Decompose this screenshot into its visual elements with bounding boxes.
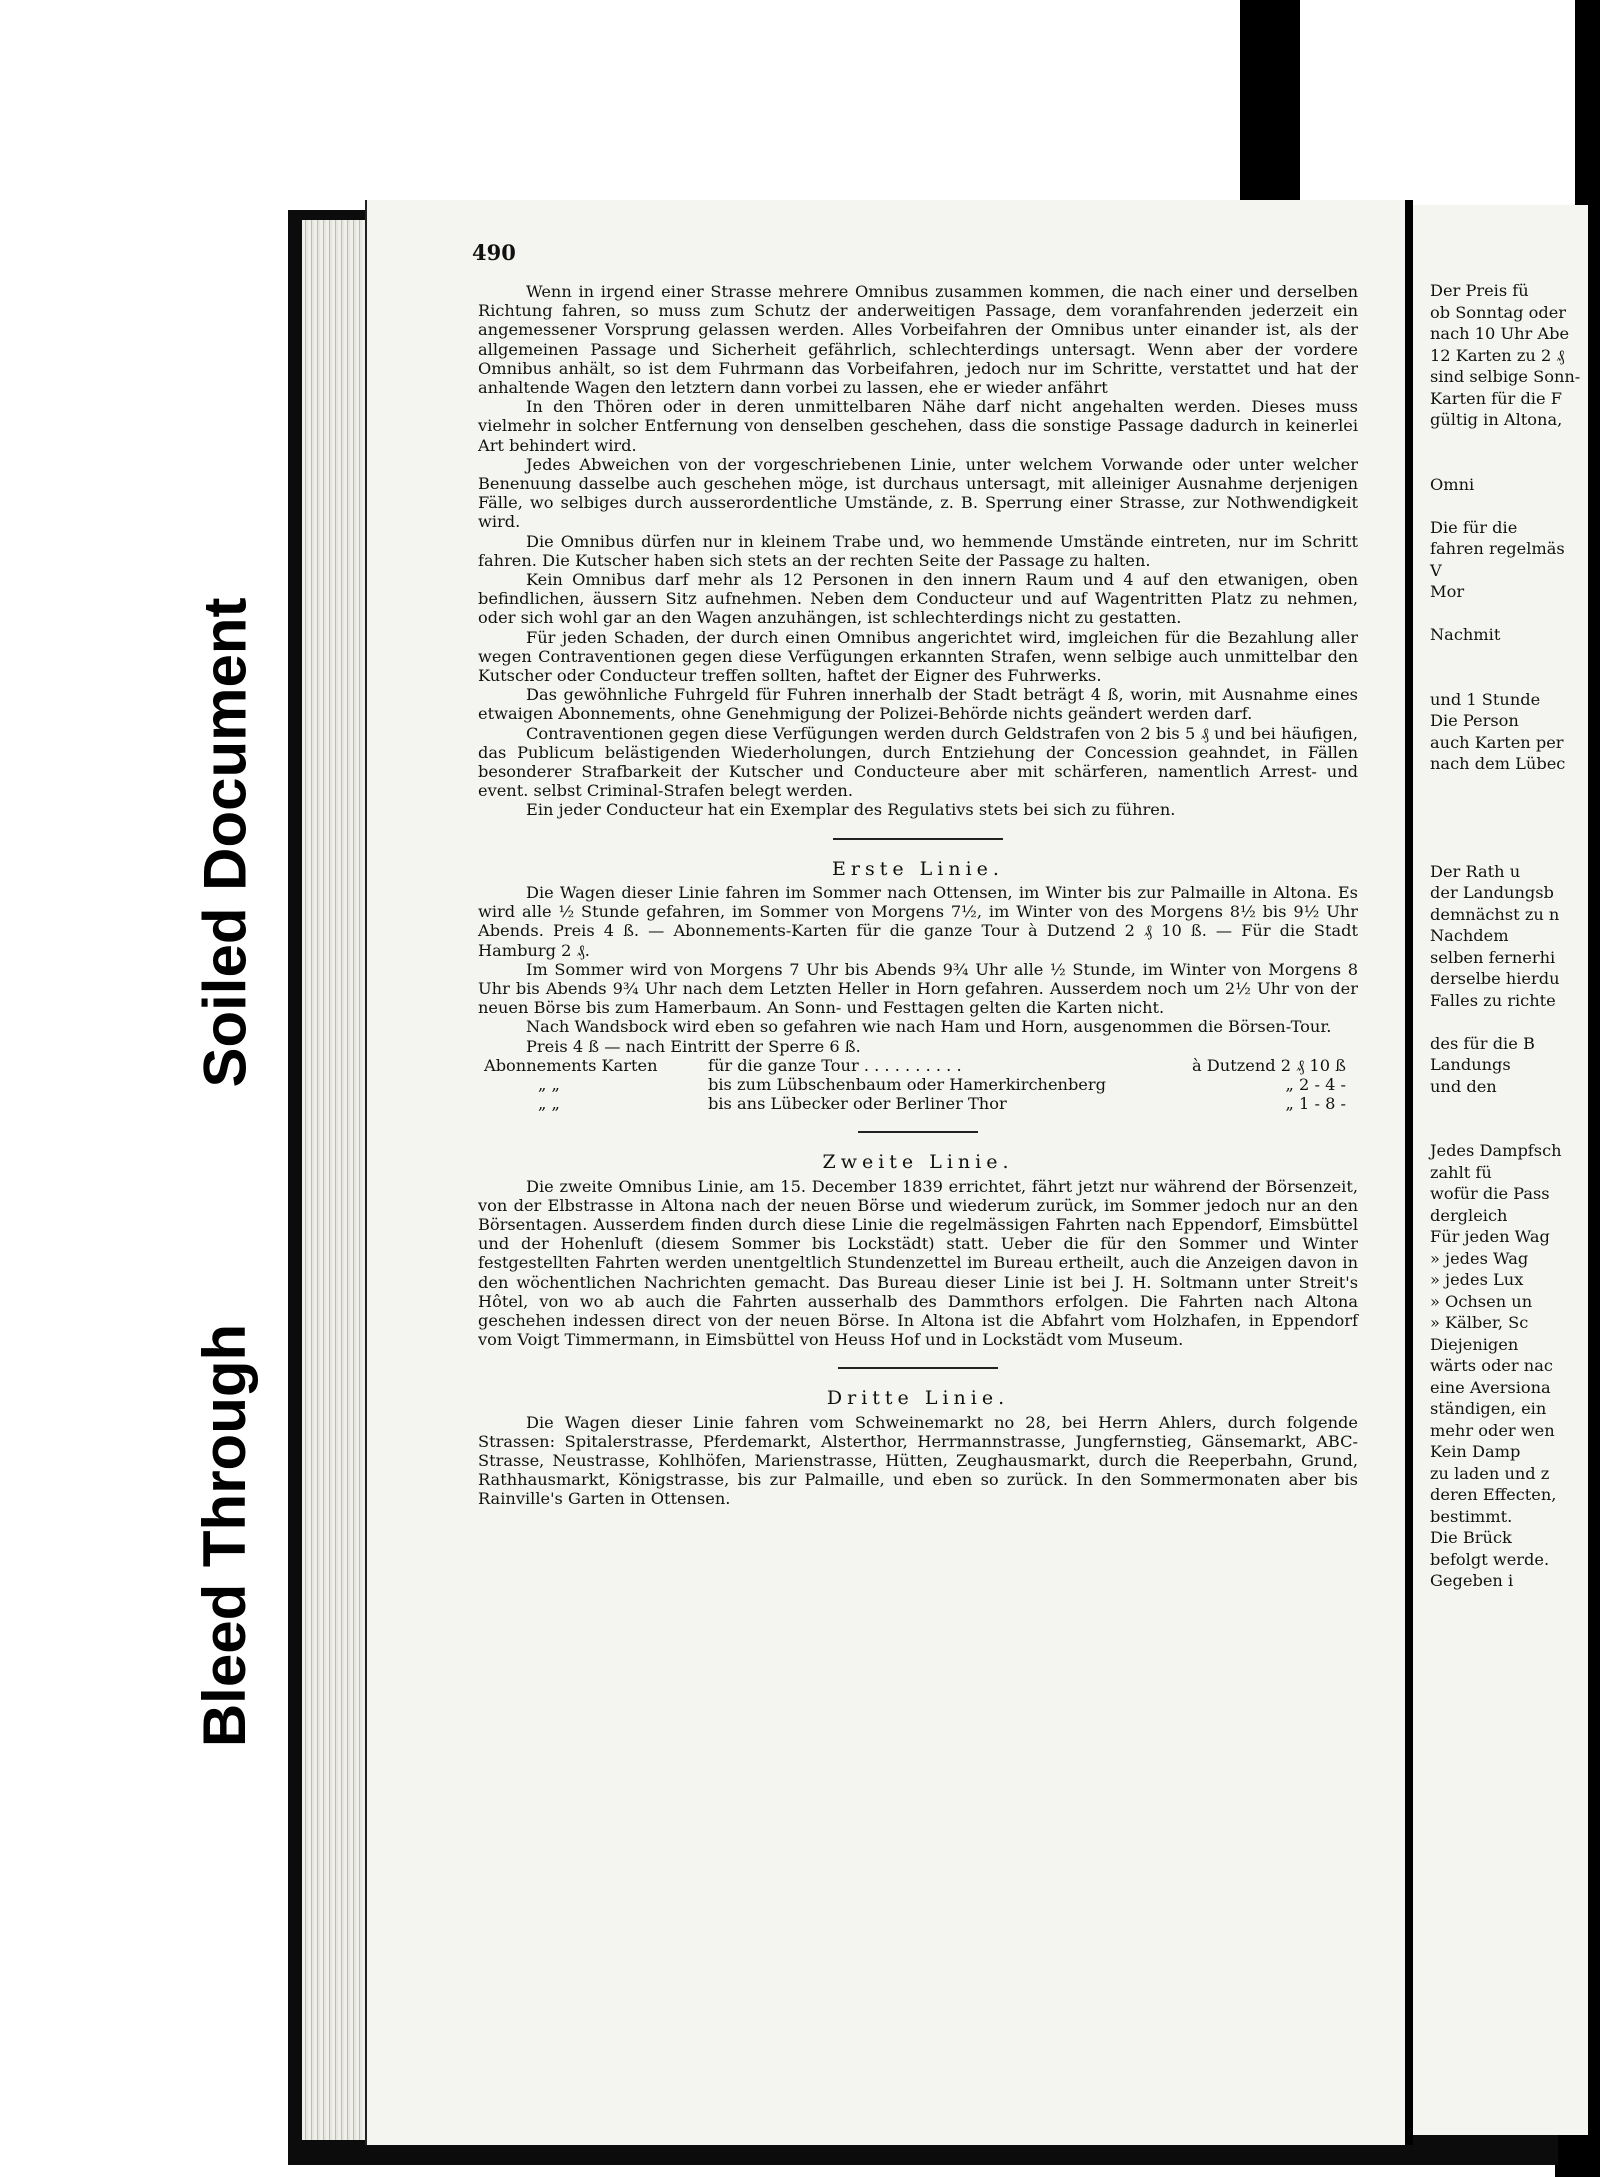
right-page-line: Die für die [1430,517,1518,537]
right-page-line: Der Rath u [1430,861,1521,881]
paragraph: Kein Omnibus darf mehr als 12 Personen in den innern Raum und 4 auf den etwanigen, oben befindlichen, äussern Sitz aufnehmen. Neben dem Conducteur und auf Wagentritten Platz zu nehmen, oder sich wohl gar an den Wagen anzuhängen, ist schlechterdings nicht zu gestatten. [478,570,1358,628]
paragraph: Wenn in irgend einer Strasse mehrere Omnibus zusammen kommen, die nach einer und derselben Richtung fahren, so muss zum Schutz der anderweitigen Passage, dem voranfahrenden jederzeit ein angemessener Vorsprung gelassen werden. Alles Vorbeifahren der Omnibus unter einander ist, als der allgemeinen Passage und Sicherheit gefährlich, schlechterdings untersagt. Wenn aber der vordere Omnibus anhält, so ist dem Fuhrmann das Vorbeifahren, jedoch nur im Schritte, verstattet und hat der anhaltende Wagen den letztern dann vorbei zu lassen, ehe er wieder anfährt [478,282,1358,398]
paragraph: Die Wagen dieser Linie fahren im Sommer nach Ottensen, im Winter bis zur Palmaille in Altona. Es wird alle ½ Stunde gefahren, im Sommer von Morgens 7½, im Winter von des Morgens 8½ bis 9½ Uhr Abends. Preis 4 ß. — Abonnements-Karten für die ganze Tour à Dutzend 2 ₰ 10 ß. — Für die Stadt Hamburg 2 ₰. [478,882,1358,960]
tariff-table [478,1056,1358,1114]
right-page-line: dergleich [1430,1205,1508,1225]
right-page-line: » Kälber, Sc [1430,1313,1529,1332]
right-page-line: deren Effecten, [1430,1485,1557,1504]
right-page-line: Kein Damp [1430,1442,1521,1461]
right-page-line: derselbe hierdu [1430,969,1560,988]
right-page-line [1430,1119,1600,1141]
right-page-line: sind selbige Sonn- [1430,367,1581,386]
paragraph: Im Sommer wird von Morgens 7 Uhr bis Abends 9¾ Uhr alle ½ Stunde, im Winter von Morgens 8 Uhr bis Abends 9¾ Uhr nach dem Letzten Heller in Horn gefahren. Ausserdem noch um 2½ Uhr von der neuen Börse bis zum Hamerbaum. An Sonn- und Festtagen gelten die Karten nicht. [478,959,1358,1018]
tariff-cell: à Dutzend 2 ₰ 10 ß [1192,1055,1346,1075]
right-page-line [1430,646,1600,668]
book-gutter [1405,200,1413,2145]
right-page-line [1430,667,1600,689]
page-edges [302,220,365,2140]
right-page-line: befolgt werde. [1430,1549,1550,1569]
right-page-line [1430,775,1600,797]
right-page-line: 12 Karten zu 2 ₰ [1430,345,1565,365]
tariff-cell: „ 1 - 8 - [1285,1094,1346,1114]
right-page-line [1430,796,1600,818]
right-page-line: » Ochsen un [1430,1291,1533,1311]
paragraph: Die Omnibus dürfen nur in kleinem Trabe und, wo hemmende Umstände eintreten, nur im Schritt fahren. Die Kutscher haben sich stets an der rechten Seite der Passage zu halten. [478,531,1358,570]
right-page-line [1430,1097,1600,1119]
right-page-line [1430,818,1600,840]
right-page-line: nach 10 Uhr Abe [1430,324,1570,343]
section-heading-erste: Erste Linie. [832,857,1004,880]
right-page-line: Nachmit [1430,625,1501,644]
right-page-line [1430,1011,1600,1033]
tariff-cell: „ „ [538,1094,560,1114]
paragraph: Die Wagen dieser Linie fahren vom Schweinemarkt no 28, bei Herrn Ahlers, durch folgende Strassen: Spitalerstrasse, Pferdemarkt, Alsterthor, Herrmannstrasse, Jungfernstieg, Gänsemarkt, ABC-Strasse, Neustrasse, Kohlhöfen, Marienstrasse, Hütten, Zeughausmarkt, durch die Reeperbahn, Grund, Rathhausmarkt, Königstrasse, bis zur Palmaille, und eben so zurück. In den Sommermonaten aber bis Rainville's Garten in Ottensen. [478,1412,1358,1509]
right-page-line: Nachdem [1430,926,1509,945]
right-page-line: Karten für die F [1430,388,1562,408]
right-page-line: Mor [1430,582,1465,601]
paragraph: Contraventionen gegen diese Verfügungen werden durch Geldstrafen von 2 bis 5 ₰ und bei häufigen, das Publicum belästigenden Wiederholungen, durch Entziehung der Concession geahndet, in Fällen besonderer Strafbarkeit der Kutscher und Conducteure aber mit schärferen, namentlich Arrest- und event. selbst Criminal-Strafen belegt werden. [478,723,1358,801]
paragraph: Preis 4 ß — nach Eintritt der Sperre 6 ß. [526,1036,861,1056]
right-page-line: Falles zu richte [1430,990,1556,1010]
left-page-text [478,282,1358,1509]
right-page-line: zahlt fü [1430,1162,1492,1182]
section-divider [833,838,1003,840]
right-page-line: Omni [1430,474,1475,494]
right-page-line: mehr oder wen [1430,1420,1555,1440]
tariff-cell: „ „ [538,1074,560,1094]
right-page-line: zu laden und z [1430,1463,1550,1483]
right-page-line: und 1 Stunde [1430,689,1541,709]
right-page-line: der Landungsb [1430,883,1554,902]
right-page-line: V [1430,560,1442,580]
bleed-through-label [165,1235,285,1835]
tariff-cell: bis ans Lübecker oder Berliner Thor [708,1094,1007,1114]
paragraph: Jedes Abweichen von der vorgeschriebenen Linie, unter welchem Vorwande oder unter welcher Benenuung dasselbe auch geschehen möge, ist durchaus untersagt, mit alleiniger Ausnahme derjenigen Fälle, wo selbiges durch ausserordentliche Umstände, z. B. Sperrung einer Strasse, zur Nothwendigkeit wird. [478,454,1358,532]
section-divider [838,1367,998,1369]
right-page-line [1430,495,1600,517]
right-page-line: Gegeben i [1430,1571,1514,1590]
right-page-line: Diejenigen [1430,1334,1519,1354]
right-page-line: wärts oder nac [1430,1356,1553,1375]
label-text: Soiled Document [191,597,259,1088]
right-page-line: des für die B [1430,1033,1535,1053]
right-page-line: fahren regelmäs [1430,539,1565,558]
paragraph: Das gewöhnliche Fuhrgeld für Fuhren innerhalb der Stadt beträgt 4 ß, worin, mit Ausnahme eines etwaigen Abonnements, ohne Genehmigung der Polizei-Behörde nichts geändert werden darf. [478,685,1358,724]
label-text: Bleed Through [191,1323,259,1747]
right-page-line [1430,603,1600,625]
section-heading-zweite: Zweite Linie. [822,1151,1014,1174]
right-page-line: » jedes Wag [1430,1248,1529,1268]
tariff-cell: bis zum Lübschenbaum oder Hamerkirchenberg [708,1074,1106,1094]
right-page-line: Für jeden Wag [1430,1227,1550,1246]
right-page-line: selben fernerhi [1430,947,1556,967]
right-page-line: eine Aversiona [1430,1377,1551,1397]
paragraph: In den Thören oder in deren unmittelbaren Nähe darf nicht angehalten werden. Dieses muss vielmehr in solcher Entfernung von denselben geschehen, dass die sonstige Passage dadurch in keinerlei Art behindert wird. [478,397,1358,455]
right-page-text [1430,280,1600,1592]
paragraph: Ein jeder Conducteur hat ein Exemplar des Regulativs stets bei sich zu führen. [526,800,1176,820]
paragraph: Für jeden Schaden, der durch einen Omnibus angerichtet wird, imgleichen für die Bezahlung aller wegen Contraventionen gegen diese Verfügungen erkannten Strafen, wenn selbige auch unmittelbar den Kutscher oder Conducteur treffen sollten, haftet der Eigner des Fuhrwerks. [478,627,1358,686]
right-page-line [1430,431,1600,453]
right-page-line: nach dem Lübec [1430,754,1566,773]
paragraph: Nach Wandsbock wird eben so gefahren wie nach Ham und Horn, ausgenommen die Börsen-Tour. [526,1017,1332,1037]
right-page-line: ob Sonntag oder [1430,302,1567,322]
right-page-line: auch Karten per [1430,732,1564,752]
scan-border-top [1240,0,1300,200]
tariff-cell: „ 2 - 4 - [1285,1074,1346,1094]
section-divider [858,1131,978,1133]
right-page-line: Jedes Dampfsch [1430,1141,1562,1160]
right-page-line: ständigen, ein [1430,1399,1547,1418]
section-heading-dritte: Dritte Linie. [826,1387,1010,1410]
tariff-cell: für die ganze Tour . . . . . . . . . . [708,1055,962,1075]
right-page-line: Die Person [1430,711,1519,730]
right-page-line: wofür die Pass [1430,1184,1550,1203]
right-page-line [1430,839,1600,861]
right-page-line [1430,452,1600,474]
right-page-line: Landungs [1430,1055,1511,1074]
right-page-line: Der Preis fü [1430,281,1529,300]
tariff-cell: Abonnements Karten [484,1055,658,1075]
right-page-line: gültig in Altona, [1430,410,1563,429]
right-page-line: Die Brück [1430,1528,1512,1547]
right-page-line: und den [1430,1076,1497,1096]
soiled-document-label [165,540,285,1145]
paragraph: Die zweite Omnibus Linie, am 15. December 1839 errichtet, fährt jetzt nur während der Börsenzeit, von der Elbstrasse in Altona nach der neuen Börse und wiederum zurück, im Sommer jedoch nur an den Börsentagen. Ausserdem finden durch diese Linie die regelmässigen Fahrten nach Eppendorf, Eimsbüttel und der Hohenluft (diesem Sommer bis Lockstädt) statt. Ueber die für den Sommer und Winter festgestellten Fahrten werden unentgeltlich Stundenzettel im Bureau ertheilt, auch die Anzeigen davon in den wöchentlichen Nachrichten gemacht. Das Bureau dieser Linie ist bei J. H. Soltmann unter Streit's Hôtel, von wo ab auch die Fahrten ausserhalb des Dammthors erfolgen. Die Fahrten nach Altona geschehen indessen direct von der neuen Börse. In Altona ist die Abfahrt vom Holzhafen, in Eppendorf vom Voigt Timmermann, in Eimsbüttel von Heuss Hof und in Lockstädt vom Museum. [478,1176,1358,1350]
page-number: 490 [472,240,516,265]
right-page-line: bestimmt. [1430,1506,1513,1526]
right-page-line: » jedes Lux [1430,1270,1524,1289]
right-page-line: demnächst zu n [1430,904,1560,924]
